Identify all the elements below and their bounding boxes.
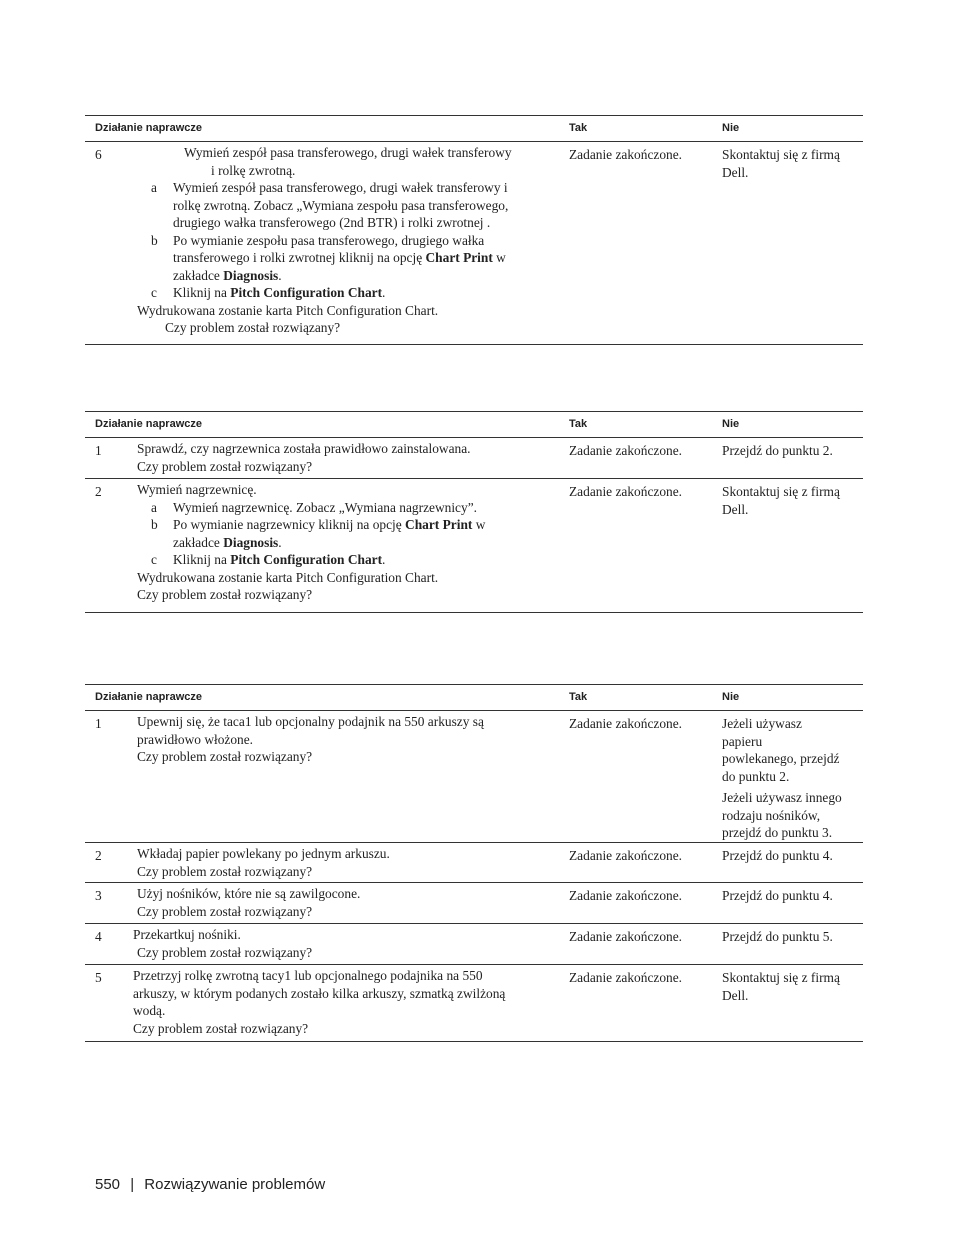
tab-diagnosis: Diagnosis — [223, 534, 279, 550]
step-number: 4 — [95, 929, 102, 944]
text: w — [492, 250, 506, 265]
step-number: 1 — [95, 716, 102, 731]
page-footer — [95, 1176, 325, 1193]
menu-option-chart-print: Chart Print — [425, 250, 493, 265]
no-text: Skontaktuj się z firmą — [722, 147, 840, 162]
yes-text: Zadanie zakończone. — [569, 484, 683, 499]
step-number: 5 — [95, 970, 102, 985]
question-text: Czy problem został rozwiązany? — [165, 320, 341, 335]
no-text: papieru — [722, 733, 763, 749]
no-text: Przejdź do punktu 4. — [722, 888, 833, 903]
action-text — [173, 267, 557, 285]
no-text: Skontaktuj się z firmą — [722, 970, 840, 985]
action-text: Upewnij się, że taca1 lub opcjonalny podajnik na 550 arkuszy są — [137, 714, 484, 729]
option-pitch-configuration-chart: Pitch Configuration Chart — [230, 552, 383, 567]
question-text: Czy problem został rozwiązany? — [137, 587, 313, 602]
option-pitch-configuration-chart: Pitch Configuration Chart — [230, 285, 383, 300]
sub-step-letter: c — [151, 285, 157, 300]
result-text: Wydrukowana zostanie karta Pitch Configuration Chart. — [137, 569, 439, 585]
question-text: Czy problem został rozwiązany? — [137, 944, 313, 960]
table-row — [85, 479, 863, 613]
yes-cell — [569, 715, 714, 733]
action-text: Użyj nośników, które nie są zawilgocone. — [137, 886, 361, 901]
text: . — [382, 552, 386, 567]
sub-step-letter: a — [151, 499, 157, 515]
no-text: Jeżeli używasz — [722, 716, 802, 731]
question-text: Czy problem został rozwiązany? — [137, 863, 313, 879]
troubleshooting-table-3 — [85, 684, 863, 1042]
text: . — [278, 534, 282, 550]
footer-separator: | — [130, 1176, 135, 1193]
sub-step-letter: b — [151, 232, 158, 248]
question-text: Czy problem został rozwiązany? — [137, 458, 313, 474]
action-cell — [137, 481, 557, 604]
question-text: Czy problem został rozwiązany? — [137, 903, 313, 919]
no-text: Dell. — [722, 501, 749, 517]
no-text: do punktu 2. — [722, 768, 790, 784]
no-text: Dell. — [722, 987, 749, 1003]
no-text: Przejdź do punktu 4. — [722, 848, 833, 863]
action-cell — [137, 713, 557, 766]
action-text — [173, 516, 557, 534]
sub-step-letter: c — [151, 552, 157, 567]
action-text: Wymień zespół pasa transferowego, drugi wałek transferowy — [184, 145, 512, 160]
yes-text: Zadanie zakończone. — [569, 716, 683, 731]
header-no: Nie — [722, 691, 740, 703]
text: zakładce — [173, 267, 224, 283]
yes-text: Zadanie zakończone. — [569, 929, 683, 944]
table-row — [85, 438, 863, 479]
yes-cell — [569, 442, 714, 460]
no-text: Przejdź do punktu 5. — [722, 929, 833, 944]
table-row — [85, 883, 863, 924]
text: Kliknij na — [173, 552, 231, 567]
action-text: Przetrzyj rolkę zwrotną tacy1 lub opcjonalnego podajnika na 550 — [133, 968, 483, 983]
action-text: Po wymianie zespołu pasa transferowego, drugiego wałka — [173, 232, 485, 248]
action-cell — [137, 845, 557, 880]
table-header — [85, 115, 863, 142]
action-text — [173, 551, 557, 569]
action-text: Wkładaj papier powlekany po jednym arkuszu. — [137, 846, 390, 861]
action-text: Przekartkuj nośniki. — [133, 927, 241, 942]
header-action: Działanie naprawcze — [95, 691, 202, 703]
no-text: rodzaju nośników, — [722, 807, 821, 823]
sub-step-b — [137, 232, 557, 285]
sub-step-letter: a — [151, 180, 157, 195]
yes-cell — [569, 969, 714, 987]
step-number: 6 — [95, 147, 102, 162]
result-text: Wydrukowana zostanie karta Pitch Configuration Chart. — [137, 302, 439, 318]
no-text: Dell. — [722, 164, 749, 180]
action-cell — [137, 144, 557, 337]
action-text: Wymień nagrzewnicę. Zobacz „Wymiana nagrzewnicy”. — [173, 499, 477, 515]
tab-diagnosis: Diagnosis — [223, 267, 279, 283]
yes-text: Zadanie zakończone. — [569, 848, 683, 863]
step-number: 3 — [95, 888, 102, 903]
no-text: przejdź do punktu 3. — [722, 825, 833, 840]
header-yes: Tak — [569, 122, 588, 134]
no-cell — [722, 969, 862, 1004]
troubleshooting-table-2 — [85, 411, 863, 613]
yes-text: Zadanie zakończone. — [569, 888, 683, 903]
table-row — [85, 843, 863, 883]
no-text: Przejdź do punktu 2. — [722, 443, 833, 458]
action-text: drugiego wałka transferowego (2nd BTR) i rolki zwrotnej . — [173, 215, 491, 230]
yes-cell — [569, 887, 714, 905]
action-text: Wymień zespół pasa transferowego, drugi wałek transferowy i — [173, 180, 508, 195]
yes-cell — [569, 847, 714, 865]
table-row — [85, 142, 863, 345]
no-cell — [722, 847, 862, 865]
action-text — [173, 249, 557, 267]
action-text: prawidłowo włożone. — [137, 731, 254, 747]
no-cell — [722, 442, 862, 460]
text: . — [278, 267, 282, 283]
header-no: Nie — [722, 122, 740, 134]
yes-cell — [569, 146, 714, 164]
table-row — [85, 965, 863, 1042]
sub-step-c — [137, 284, 557, 302]
header-yes: Tak — [569, 691, 588, 703]
page-number: 550 — [95, 1176, 121, 1193]
action-cell — [137, 885, 557, 920]
no-text: powlekanego, przejdź — [722, 751, 840, 766]
action-cell — [133, 967, 563, 1037]
action-cell — [137, 440, 557, 475]
no-text: Jeżeli używasz innego — [722, 790, 842, 805]
step-number: 1 — [95, 443, 102, 458]
header-action: Działanie naprawcze — [95, 418, 202, 430]
no-cell — [722, 715, 862, 842]
sub-step-a — [137, 179, 557, 232]
no-text: Skontaktuj się z firmą — [722, 484, 840, 499]
text: . — [382, 285, 386, 300]
action-text: Sprawdź, czy nagrzewnica została prawidłowo zainstalowana. — [137, 441, 471, 456]
yes-text: Zadanie zakończone. — [569, 443, 683, 458]
sub-step-b — [137, 516, 557, 551]
action-cell — [133, 926, 553, 961]
action-text — [173, 534, 557, 552]
header-no: Nie — [722, 418, 740, 430]
header-action: Działanie naprawcze — [95, 122, 202, 134]
no-cell — [722, 146, 862, 181]
text: transferowego i rolki zwrotnej kliknij na opcję — [173, 250, 426, 265]
header-yes: Tak — [569, 418, 588, 430]
table-header — [85, 411, 863, 438]
action-text: rolkę zwrotną. Zobacz „Wymiana zespołu pasa transferowego, — [173, 197, 509, 213]
no-cell — [722, 887, 862, 905]
footer-section-title: Rozwiązywanie problemów — [144, 1176, 326, 1193]
action-text — [173, 284, 557, 302]
yes-cell — [569, 483, 714, 501]
action-text: i rolkę zwrotną. — [211, 162, 296, 178]
no-cell — [722, 483, 862, 518]
text: Kliknij na — [173, 285, 231, 300]
table-header — [85, 684, 863, 711]
action-text: Wymień nagrzewnicę. — [137, 482, 257, 497]
sub-step-a — [137, 499, 557, 517]
table-row — [85, 924, 863, 965]
yes-cell — [569, 928, 714, 946]
step-number: 2 — [95, 848, 102, 863]
yes-text: Zadanie zakończone. — [569, 970, 683, 985]
no-cell — [722, 928, 862, 946]
troubleshooting-table-1 — [85, 115, 863, 345]
sub-step-letter: b — [151, 517, 158, 532]
menu-option-chart-print: Chart Print — [405, 517, 473, 532]
sub-step-c — [137, 551, 557, 569]
text: w — [472, 517, 486, 532]
text: zakładce — [173, 534, 224, 550]
step-number: 2 — [95, 484, 102, 499]
action-text: arkuszy, w którym podanych zostało kilka arkuszy, szmatką zwilżoną — [133, 985, 506, 1001]
table-row — [85, 711, 863, 843]
action-text: wodą. — [133, 1003, 166, 1018]
text: Po wymianie nagrzewnicy kliknij na opcję — [173, 517, 406, 532]
question-text: Czy problem został rozwiązany? — [137, 749, 313, 764]
question-text: Czy problem został rozwiązany? — [133, 1020, 309, 1036]
yes-text: Zadanie zakończone. — [569, 147, 683, 162]
